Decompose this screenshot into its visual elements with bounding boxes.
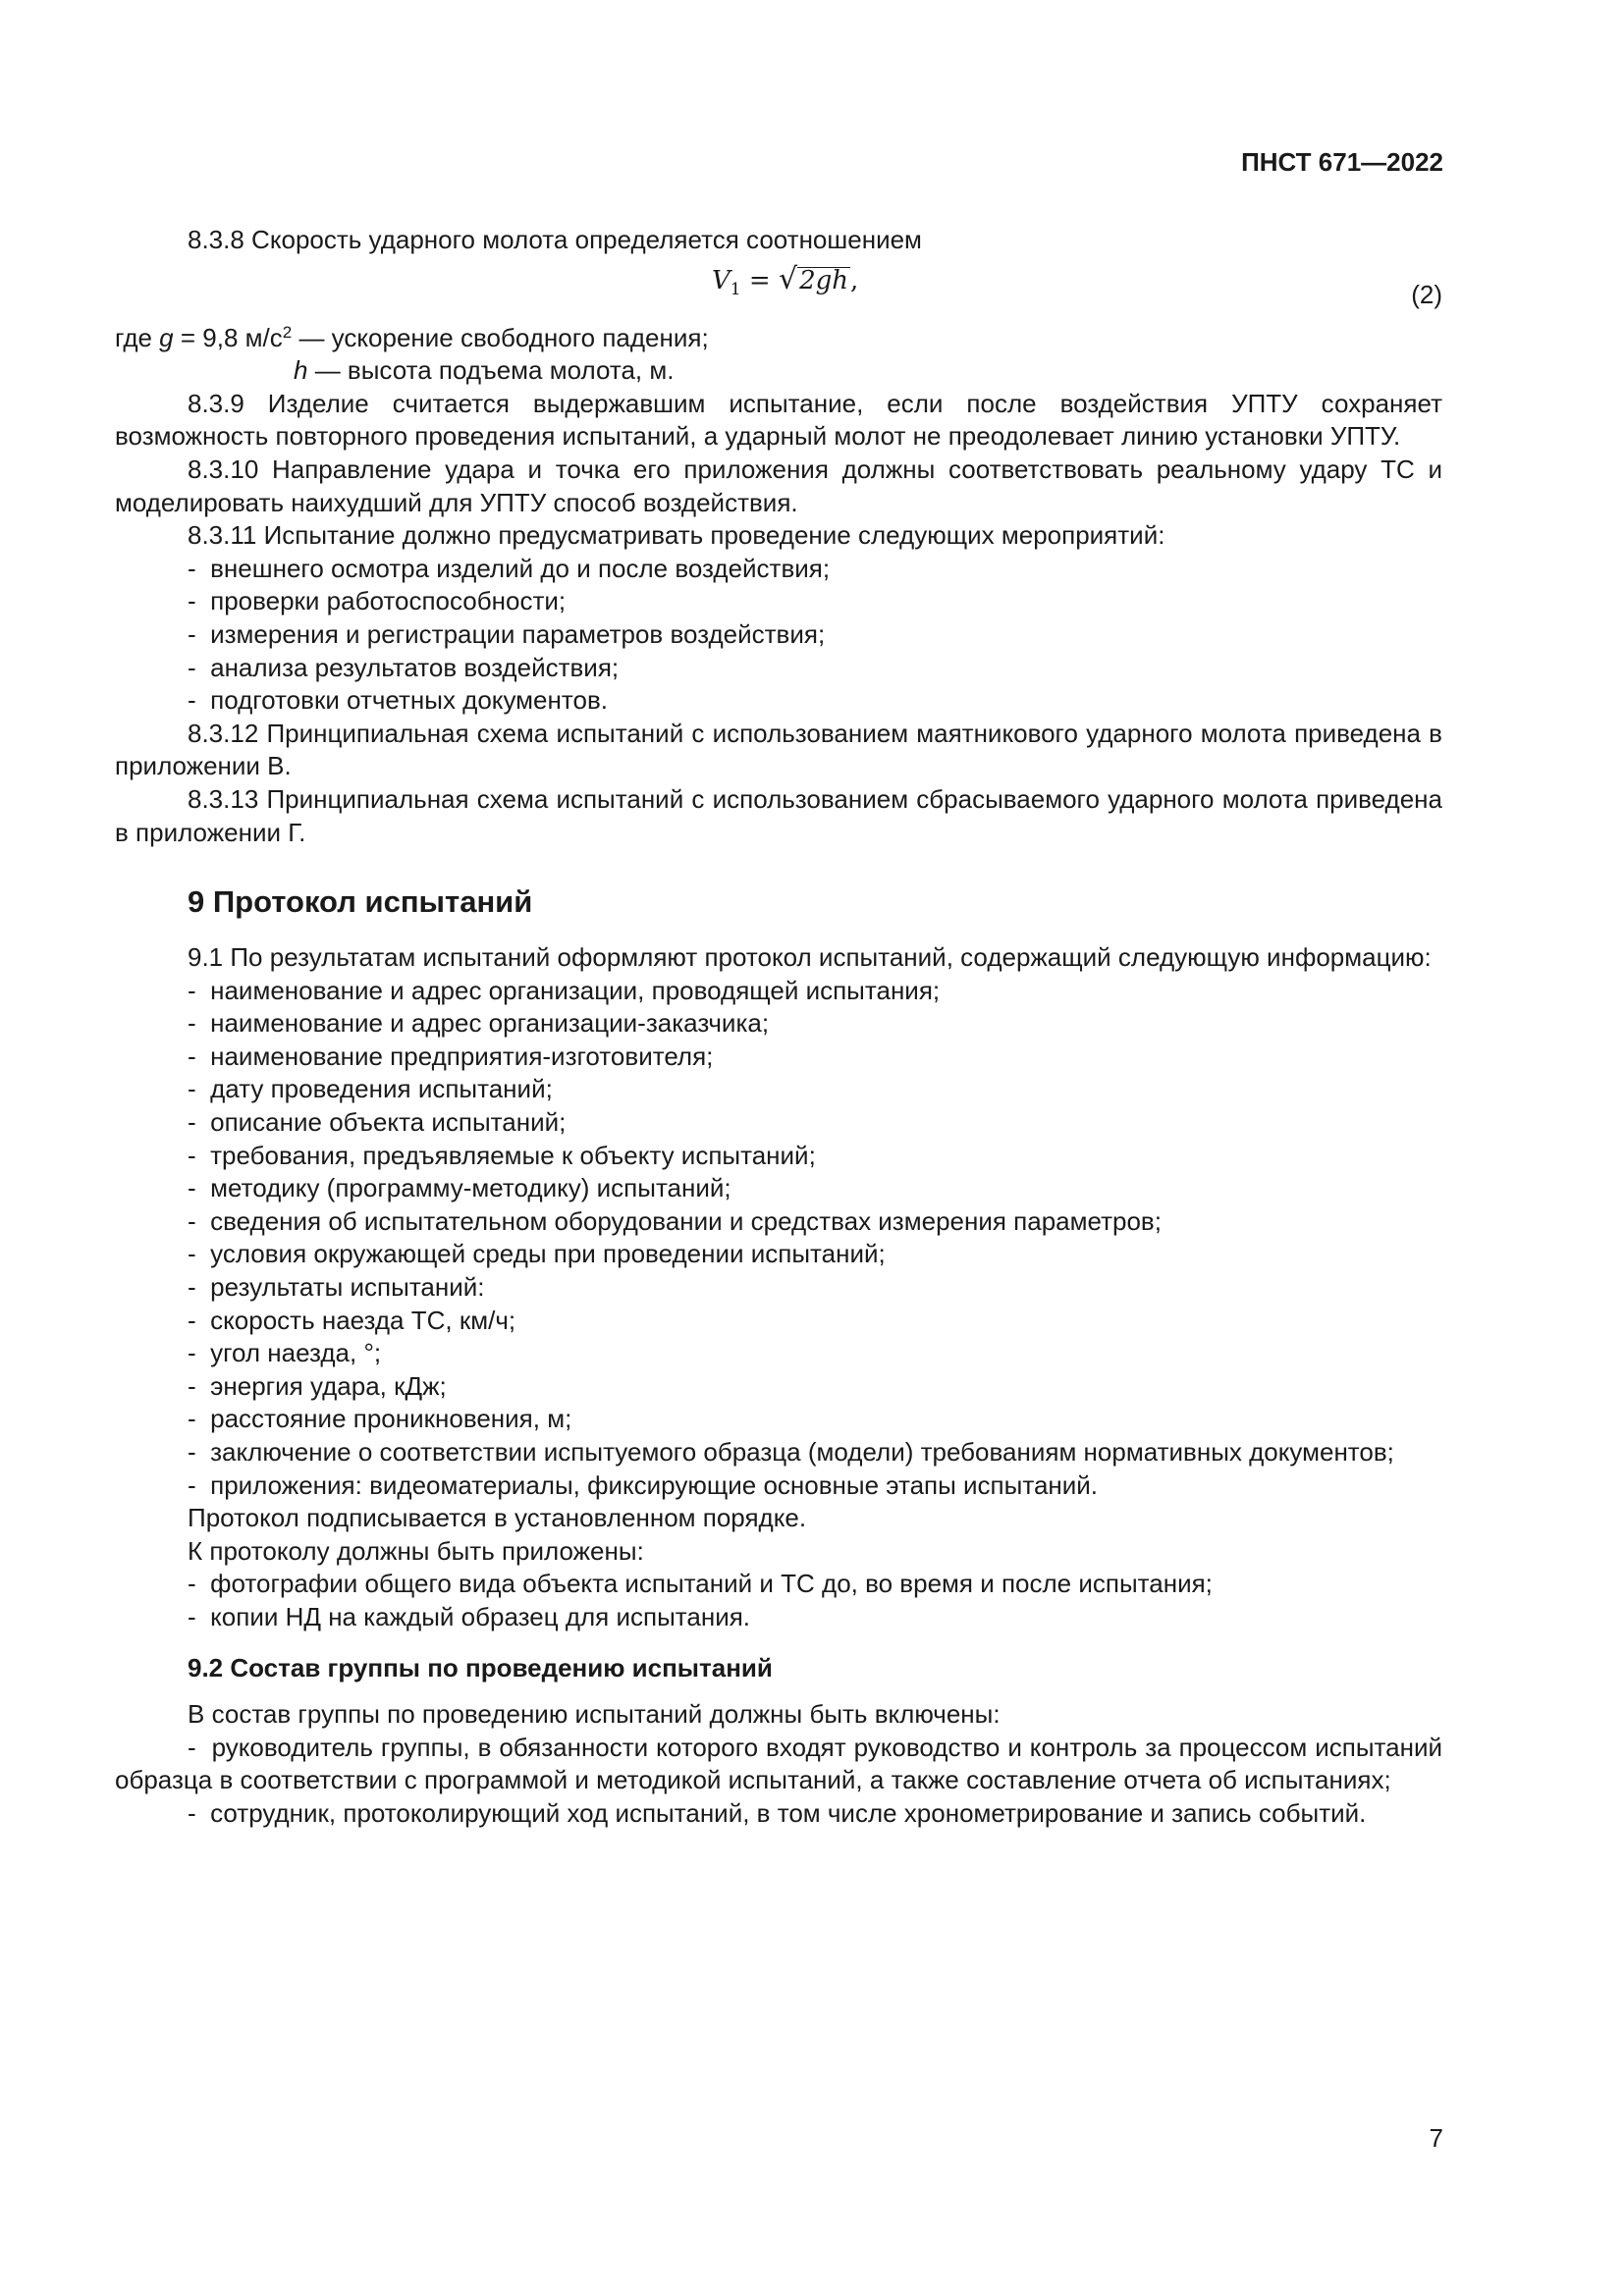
document-code: ПНСТ 671—2022 (1241, 147, 1443, 177)
list-item: - заключение о соответствии испытуемого образца (модели) требованиям нормативных документов; (115, 1436, 1442, 1469)
list-item: - анализа результатов воздействия; (115, 652, 1442, 685)
where-g (115, 322, 1442, 355)
list-item: - наименование и адрес организации, проводящей испытания; (115, 975, 1442, 1008)
group-list (115, 1732, 1442, 1831)
where-g-desc: — ускорение свободного падения; (292, 322, 709, 352)
where-prefix: где (115, 322, 160, 352)
where-g-sup: 2 (282, 322, 293, 342)
list-item: - внешнего осмотра изделий до и после воздействия; (115, 553, 1442, 586)
list-item: - наименование предприятия-изготовителя; (115, 1041, 1442, 1074)
clause-8-3-13: 8.3.13 Принципиальная схема испытаний с использованием сбрасываемого ударного молота приведена в приложении Г. (115, 783, 1442, 847)
page-number: 7 (1429, 2123, 1443, 2153)
formula-lhs: V (712, 265, 731, 295)
list-item: - результаты испытаний: (115, 1271, 1442, 1305)
clause-9-1-list (115, 975, 1442, 1503)
attachments-intro: К протоколу должны быть приложены: (188, 1535, 644, 1566)
where-h-desc: — высота подъема молота, м. (307, 355, 675, 386)
list-item: - угол наезда, °; (115, 1337, 1442, 1370)
where-g-var: g (159, 322, 174, 352)
section-9-heading: 9 Протокол испытаний (188, 884, 533, 920)
list-item: - условия окружающей среды при проведении испытаний; (115, 1238, 1442, 1271)
clause-8-3-8: 8.3.8 Скорость ударного молота определяется соотношением (188, 225, 922, 254)
list-item: - сотрудник, протоколирующий ход испытаний, в том числе хронометрирование и запись событий. (115, 1797, 1442, 1831)
clause-8-3-9: 8.3.9 Изделие считается выдержавшим испытание, если после воздействия УПТУ сохраняет возможность повторного проведения испытаний, а ударный молот не преодолевает линию установки УПТУ. (115, 388, 1442, 452)
clause-9-1: 9.1 По результатам испытаний оформляют протокол испытаний, содержащий следующую информацию: (188, 942, 1432, 973)
formula-comma: , (850, 265, 859, 295)
where-h-var: h (294, 355, 308, 386)
where-g-value: = 9,8 м/с (173, 322, 283, 352)
formula-lhs-sub: 1 (730, 279, 741, 299)
clause-8-3-10: 8.3.10 Направление удара и точка его приложения должны соответствовать реальному удару ТС и моделировать наихудший для УПТУ способ воздействия. (115, 454, 1442, 517)
formula-radicand: 2gh (799, 265, 848, 295)
protocol-signed: Протокол подписывается в установленном порядке. (188, 1503, 807, 1533)
list-item: - подготовки отчетных документов. (115, 684, 1442, 718)
list-item: - энергия удара, кДж; (115, 1370, 1442, 1404)
clause-9-2: В состав группы по проведению испытаний должны быть включены: (188, 1699, 1001, 1730)
clause-8-3-12: 8.3.12 Принципиальная схема испытаний с использованием маятникового ударного молота приведена в приложении В. (115, 718, 1442, 781)
list-item: - фотографии общего вида объекта испытаний и ТС до, во время и после испытания; (115, 1568, 1442, 1601)
list-item: - методику (программу-методику) испытаний; (115, 1172, 1442, 1205)
section-9-2-heading: 9.2 Состав группы по проведению испытаний (188, 1652, 773, 1682)
list-item: - расстояние проникновения, м; (115, 1403, 1442, 1436)
list-item: - проверки работоспособности; (115, 585, 1442, 618)
list-item: - руководитель группы, в обязанности которого входят руководство и контроль за процессом испытаний образца в соответствии с программой и методикой испытаний, а также составление отчета об испытаниях; (115, 1732, 1442, 1797)
attachments-list (115, 1568, 1442, 1633)
where-h (115, 354, 1442, 388)
list-item: - измерения и регистрации параметров воздействия; (115, 618, 1442, 652)
formula-eq: = (740, 265, 779, 295)
list-item: - наименование и адрес организации-заказчика; (115, 1007, 1442, 1041)
formula-number: (2) (1411, 279, 1442, 309)
list-item: - описание объекта испытаний; (115, 1106, 1442, 1140)
document-body (115, 224, 1442, 1831)
list-item: - приложения: видеоматериалы, фиксирующие основные этапы испытаний. (115, 1469, 1442, 1503)
list-item: - требования, предъявляемые к объекту испытаний; (115, 1140, 1442, 1173)
clause-8-3-11: 8.3.11 Испытание должно предусматривать проведение следующих мероприятий: (188, 520, 1165, 551)
list-item: - копии НД на каждый образец для испытания. (115, 1601, 1442, 1634)
formula-2 (115, 261, 1442, 322)
clause-8-3-11-list (115, 553, 1442, 718)
formula-expression (712, 263, 858, 307)
list-item: - скорость наезда ТС, км/ч; (115, 1305, 1442, 1338)
sqrt-icon: √ (778, 261, 798, 296)
list-item: - дату проведения испытаний; (115, 1073, 1442, 1106)
list-item: - сведения об испытательном оборудовании и средствах измерения параметров; (115, 1205, 1442, 1239)
